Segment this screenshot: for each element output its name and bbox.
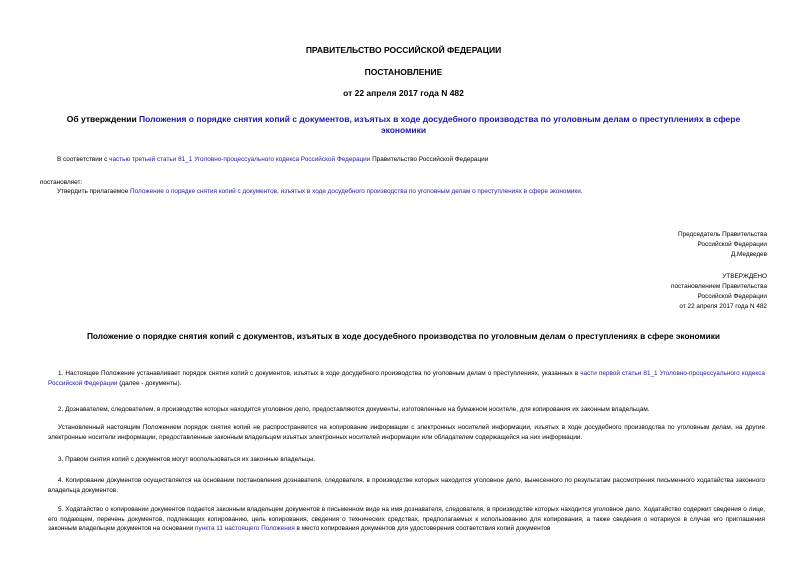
- preamble-paragraph: [57, 155, 767, 164]
- approval-date: от 22 апреля 2017 года N 482: [679, 303, 767, 310]
- regulation-paragraph-5: [48, 476, 765, 495]
- regulation-paragraph-1: [48, 369, 765, 388]
- regulation-title: Положение о порядке снятия копий с документов, изъятых в ходе досудебного производства по уголовным делам о преступлениях в сфере экономики: [86, 331, 721, 341]
- document-type-heading: ПОСТАНОВЛЕНИЕ: [364, 67, 443, 77]
- signature-block: [678, 230, 767, 260]
- approved-regulation-link[interactable]: Положение о порядке снятия копий с документов, изъятых в ходе досудебного производства по уголовным делам о преступлениях в сфере экономики.: [130, 188, 583, 195]
- p6-text-after: в место копирования документов для удостоверения соответствия копий документов: [294, 525, 551, 532]
- title-regulation-link[interactable]: Положения о порядке снятия копий с документов, изъятых в ходе досудебного производства по уголовным делам о преступлениях в сфере экономики: [139, 114, 741, 135]
- document-date: от 22 апреля 2017 года N 482: [343, 88, 464, 98]
- approve-paragraph: [57, 187, 767, 196]
- preamble-text-after: Правительство Российской Федерации: [370, 156, 489, 163]
- code-article-link[interactable]: частью третьей статьи 81_1 Уголовно-процессуального кодекса Российской Федерации: [109, 156, 371, 163]
- p1-text-after: (далее - документы).: [117, 379, 182, 387]
- point-11-link[interactable]: пункта 11 настоящего Положения: [195, 525, 295, 532]
- p6-text-before: 5. Ходатайство о копировании документов подается законным владельцем документов в письменном виде на имя дознавателя, следователя, в производстве которых находится уголовное дело. Ходатайство содержит сведения о лице, его подающем, перечень документов, подлежащих копированию, цель копирования, сведения о технических средствах, предполагаемых к использованию для копирования, а также сведения о нотариусе в случае его приглашения законным владельцем документов на основании: [48, 506, 765, 532]
- regulation-paragraph-6: [48, 505, 765, 534]
- regulation-paragraph-2: [48, 405, 765, 415]
- p1-text-before: 1. Настоящее Положение устанавливает порядок снятия копий с документов, изъятых в ходе досудебного производства по уголовным делам о преступлениях, указанных в: [58, 370, 581, 377]
- p3-text: Установленный настоящим Положением порядок снятия копий не распространяется на копирование информации с электронных носителей информации, изъятых в ходе досудебного производства по уголовным делам, на другие электронные носители информации, предоставленные законным владельцем изъятых электронных носителей информации или обладателем содержащейся на них информации.: [48, 424, 765, 441]
- approval-country: Российской Федерации: [697, 293, 767, 300]
- approve-text-before: Утвердить прилагаемое: [57, 188, 131, 195]
- p4-text: 3. Правом снятия копий с документов могут воспользоваться их законные владельцы.: [58, 456, 316, 463]
- approval-block: [671, 272, 767, 312]
- government-heading: ПРАВИТЕЛЬСТВО РОССИЙСКОЙ ФЕДЕРАЦИИ: [305, 45, 502, 55]
- regulation-paragraph-3: [48, 423, 765, 442]
- signature-name: Д.Медведев: [730, 251, 767, 258]
- code-part-one-link[interactable]: части первой статьи 81_1 Уголовно-процессуального кодекса Российской Федерации: [48, 370, 765, 387]
- decree-verb: постановляет:: [40, 179, 83, 186]
- title-prefix: Об утверждении: [66, 114, 140, 124]
- signature-country: Российской Федерации: [697, 241, 767, 248]
- p2-text: 2. Дознавателем, следователем, в производстве которых находится уголовное дело, предоставляются документы, изготовленные на бумажном носителе, для копирования их законным владельцам.: [58, 406, 650, 413]
- approval-by: постановлением Правительства: [671, 283, 767, 290]
- preamble-text-before: В соответствии с: [57, 156, 110, 163]
- document-title: [50, 114, 757, 136]
- regulation-paragraph-4: [48, 455, 765, 465]
- approval-stamp: УТВЕРЖДЕНО: [722, 273, 767, 280]
- signature-position: Председатель Правительства: [678, 231, 767, 238]
- p5-text: 4. Копирование документов осуществляется на основании постановления дознавателя, следователя, в производстве которых находится уголовное дело, вынесенного по результатам рассмотрения письменного ходатайства законного владельца документов.: [48, 477, 765, 494]
